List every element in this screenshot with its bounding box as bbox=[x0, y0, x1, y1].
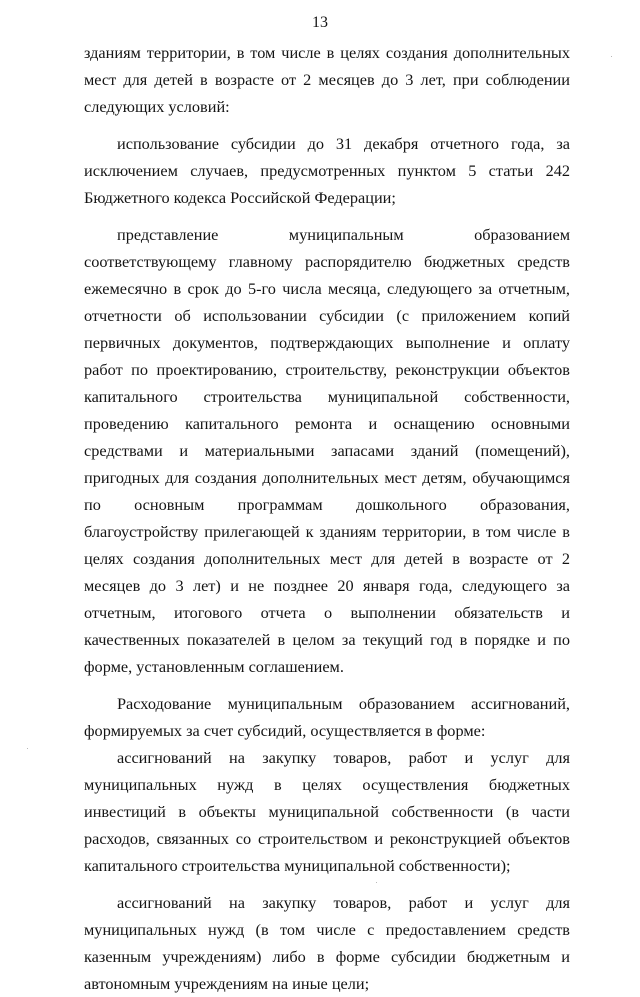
paragraph-continuation: зданиям территории, в том числе в целях создания дополнительных мест для детей в возрасте от 2 месяцев до 3 лет, при соблюдении следующих условий: bbox=[84, 43, 570, 116]
paragraph-reporting: представление муниципальным образованием соответствующему главному распорядителю бюджетных средств ежемесячно в срок до 5-го числа месяца, следующего за отчетным, отчетности об использовании субсидии (с приложением копий первичных документов, подтверждающих выполнение и оплату работ по проектированию, строительству, реконструкции объектов капитального строительства муниципальной собственности, проведению капитального ремонта и оснащению основными средствами и материальными запасами зданий (помещений), пригодных для создания дополнительных мест детям, обучающимся по основным программам дошкольного образования, благоустройству прилегающей к зданиям территории, в том числе в целях создания дополнительных мест для детей в возрасте от 2 месяцев до 3 лет) и не позднее 20 января года, следующего за отчетным, итогового отчета о выполнении обязательств и качественных показателей в целом за текущий год в порядке и по форме, установленным соглашением. bbox=[84, 225, 570, 676]
scan-mark-right bbox=[611, 56, 612, 57]
paragraph-investment-allocations: ассигнований на закупку товаров, работ и услуг для муниципальных нужд в целях осуществления бюджетных инвестиций в объекты муниципальной собственности (в части расходов, связанных со строительством и реконструкцией объектов капитального строительства муниципальной собственности); bbox=[84, 748, 570, 875]
document-body bbox=[84, 39, 570, 997]
scan-mark-left bbox=[27, 748, 28, 749]
page-number: 13 bbox=[312, 14, 328, 31]
paragraph-spending-form: Расходование муниципальным образованием ассигнований, формируемых за счет субсидий, осуществляется в форме: bbox=[84, 694, 570, 740]
paragraph-subsidy-usage: использование субсидии до 31 декабря отчетного года, за исключением случаев, предусмотренных пунктом 5 статьи 242 Бюджетного кодекса Российской Федерации; bbox=[84, 134, 570, 207]
paragraph-procurement-allocations: ассигнований на закупку товаров, работ и услуг для муниципальных нужд (в том числе с предоставлением средств казенным учреждениям) либо в форме субсидии бюджетным и автономным учреждениям на иные цели; bbox=[84, 893, 570, 993]
scan-mark-bottom bbox=[376, 882, 377, 883]
